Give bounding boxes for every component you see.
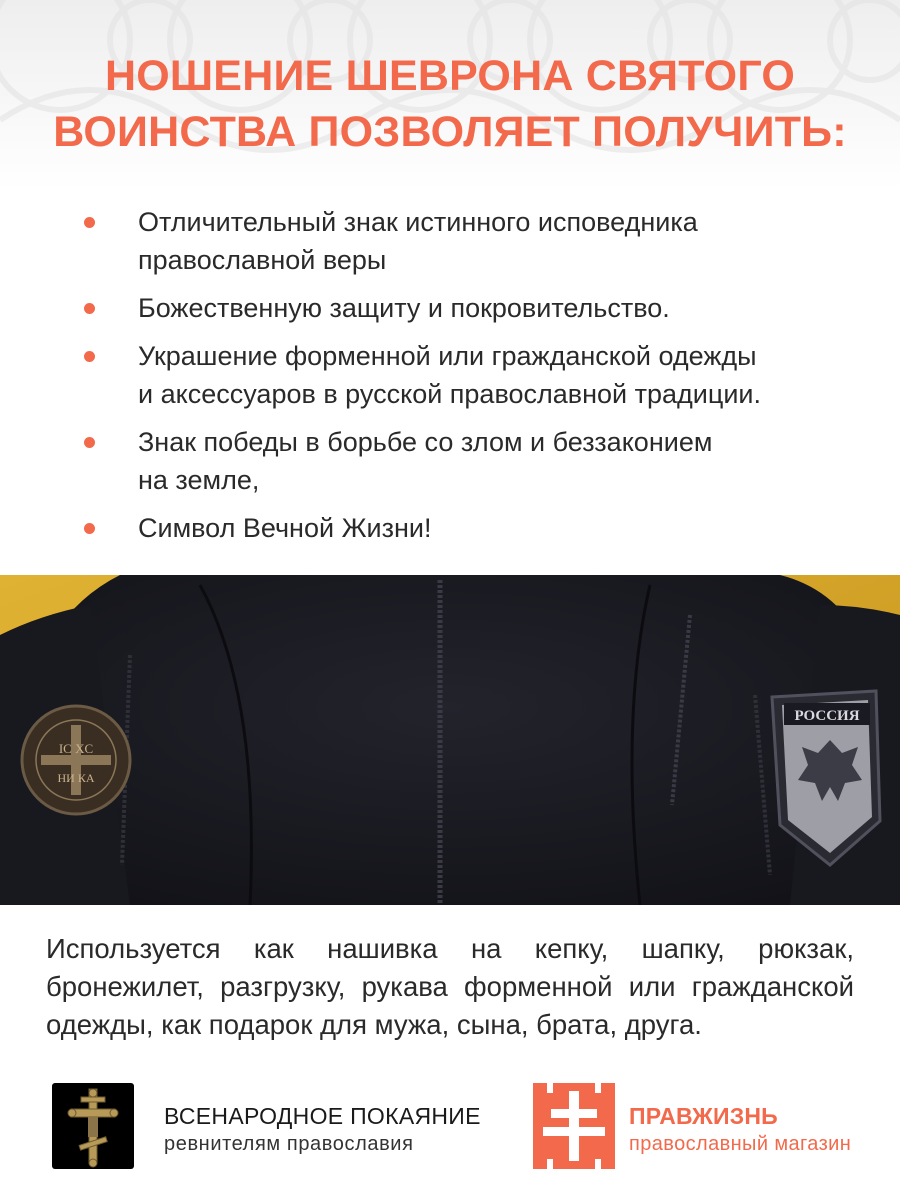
bullet-icon [84,351,95,362]
list-item [82,337,862,413]
benefit-line-1: Знак победы в борьбе со злом и беззаконием [138,427,713,457]
patch-center-text: IC XC [58,741,94,756]
page-title [0,48,900,160]
benefit-line-1: Божественную защиту и покровительство. [138,293,670,323]
bullet-icon [84,523,95,534]
usage-description: Используется как нашивка на кепку, шапку, рюкзак, бронежилет, разгрузку, рукава форменной или гражданской одежды, как подарок для мужа, сына, брата, друга. [46,933,854,1040]
benefit-line-2: и аксессуаров в русской православной традиции. [138,379,761,409]
title-line-1: НОШЕНИЕ ШЕВРОНА СВЯТОГО [105,52,795,100]
benefit-line-1: Отличительный знак истинного исповедника [138,207,698,237]
bullet-icon [84,437,95,448]
brand-title: ПРАВЖИЗНЬ [629,1103,778,1129]
list-item [82,509,862,547]
list-item [82,203,862,279]
brand-subtitle: православный магазин [629,1133,852,1155]
brand-title: ВСЕНАРОДНОЕ ПОКАЯНИЕ [164,1103,481,1129]
list-item [82,289,862,327]
bullet-icon [84,303,95,314]
pravzhizn-logo-icon [533,1083,615,1169]
brand-vsenarodnoe-pokayanie [52,1083,492,1169]
left-patch [22,706,130,814]
patch-label: РОССИЯ [794,708,860,724]
benefit-line-2: православной веры [138,245,387,275]
patch-bottom-text: НИ КА [57,771,95,785]
benefit-line-2: на земле, [138,465,260,495]
brand-subtitle: ревнителям православия [164,1133,414,1155]
benefit-line-1: Символ Вечной Жизни! [138,513,432,543]
list-item [82,423,862,499]
benefits-list [82,203,862,557]
bullet-icon [84,217,95,228]
orthodox-cross-icon [52,1083,134,1169]
title-line-2: ВОИНСТВА ПОЗВОЛЯЕТ ПОЛУЧИТЬ: [53,108,847,156]
brand-pravzhizn [533,1083,893,1169]
benefit-line-1: Украшение форменной или гражданской одежды [138,341,757,371]
header-banner [0,0,900,200]
jacket-photo [0,575,900,905]
jacket-illustration [0,575,900,905]
